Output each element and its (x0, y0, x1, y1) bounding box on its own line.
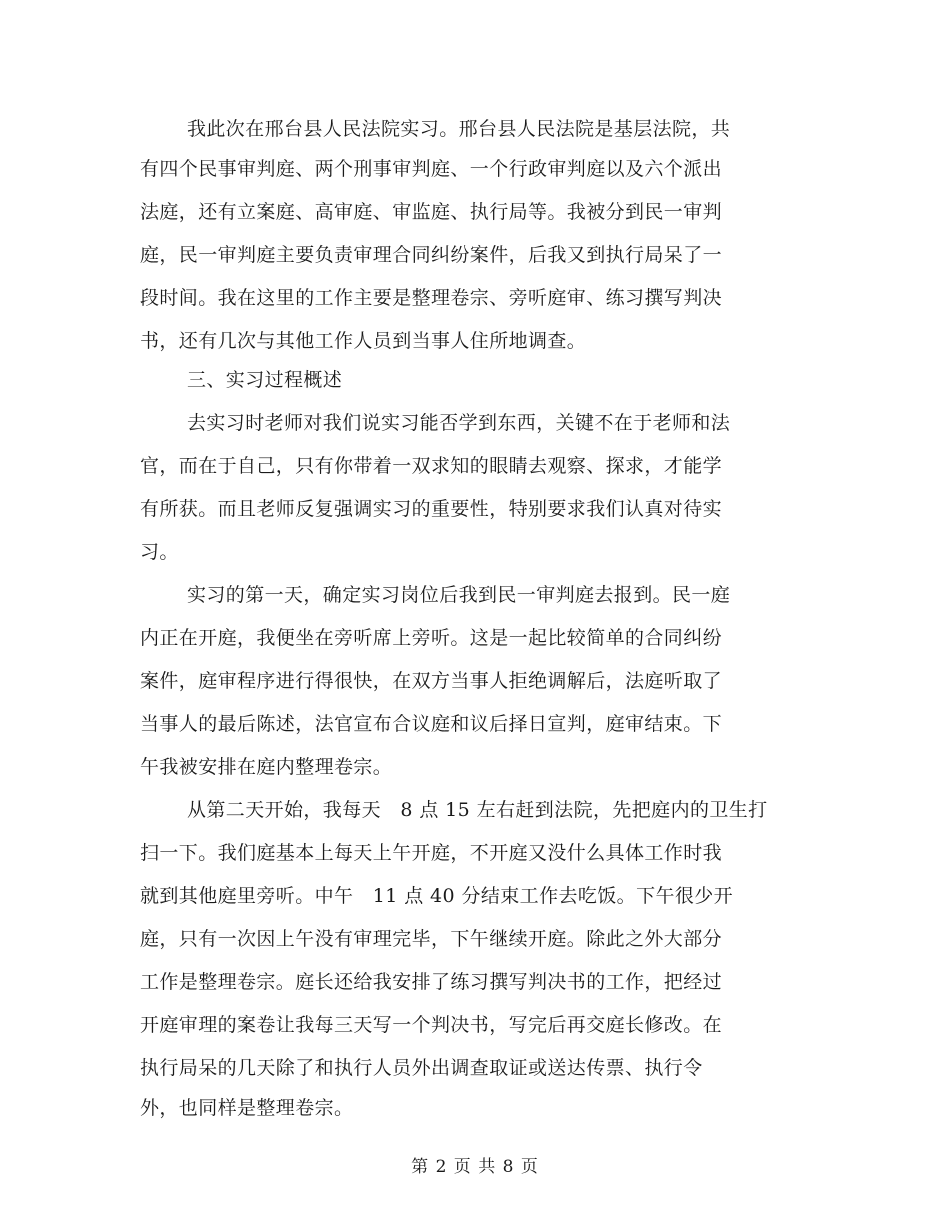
text-line: 有所获。而且老师反复强调实习的重要性，特别要求我们认真对待实 (140, 498, 723, 520)
text-line: 工作是整理卷宗。庭长还给我安排了练习撰写判决书的工作，把经过 (140, 971, 723, 993)
text-line: 当事人的最后陈述，法官宣布合议庭和议后择日宣判，庭审结束。下 (140, 713, 723, 735)
text-line: 书，还有几次与其他工作人员到当事人住所地调查。 (140, 330, 587, 352)
text-line: 案件，庭审程序进行得很快，在双方当事人拒绝调解后，法庭听取了 (140, 670, 723, 692)
text-line: 法庭，还有立案庭、高审庭、审监庭、执行局等。我被分到民一审判 (140, 201, 723, 223)
text-line: 官，而在于自己，只有你带着一双求知的眼睛去观察、探求，才能学 (140, 455, 723, 477)
text-line: 外，也同样是整理卷宗。 (140, 1097, 354, 1119)
text-line: 扫一下。我们庭基本上每天上午开庭，不开庭又没什么具体工作时我 (140, 842, 723, 864)
text-line: 有四个民事审判庭、两个刑事审判庭、一个行政审判庭以及六个派出 (140, 158, 723, 180)
text-line: 午我被安排在庭内整理卷宗。 (140, 756, 393, 778)
text-line: 我此次在邢台县人民法院实习。邢台县人民法院是基层法院，共 (187, 118, 731, 140)
text-line: 段时间。我在这里的工作主要是整理卷宗、旁听庭审、练习撰写判决 (140, 287, 723, 309)
page-number-footer: 第 2 页 共 8 页 (411, 1157, 539, 1177)
text-line: 从第二天开始，我每天 8 点 15 左右赶到法院，先把庭内的卫生打 (187, 799, 768, 821)
text-line: 开庭审理的案卷让我每三天写一个判决书，写完后再交庭长修改。在 (140, 1014, 723, 1036)
text-line: 习。 (140, 541, 179, 563)
text-line: 实习的第一天，确定实习岗位后我到民一审判庭去报到。民一庭 (187, 584, 731, 606)
text-line: 庭，民一审判庭主要负责审理合同纠纷案件，后我又到执行局呆了一 (140, 244, 723, 266)
section-heading: 三、实习过程概述 (187, 369, 343, 391)
text-line: 庭，只有一次因上午没有审理完毕，下午继续开庭。除此之外大部分 (140, 928, 723, 950)
text-line: 内正在开庭，我便坐在旁听席上旁听。这是一起比较简单的合同纠纷 (140, 627, 723, 649)
text-line: 执行局呆的几天除了和执行人员外出调查取证或送达传票、执行令 (140, 1057, 703, 1079)
text-line: 就到其他庭里旁听。中午 11 点 40 分结束工作去吃饭。下午很少开 (140, 885, 734, 907)
text-line: 去实习时老师对我们说实习能否学到东西，关键不在于老师和法 (187, 412, 731, 434)
